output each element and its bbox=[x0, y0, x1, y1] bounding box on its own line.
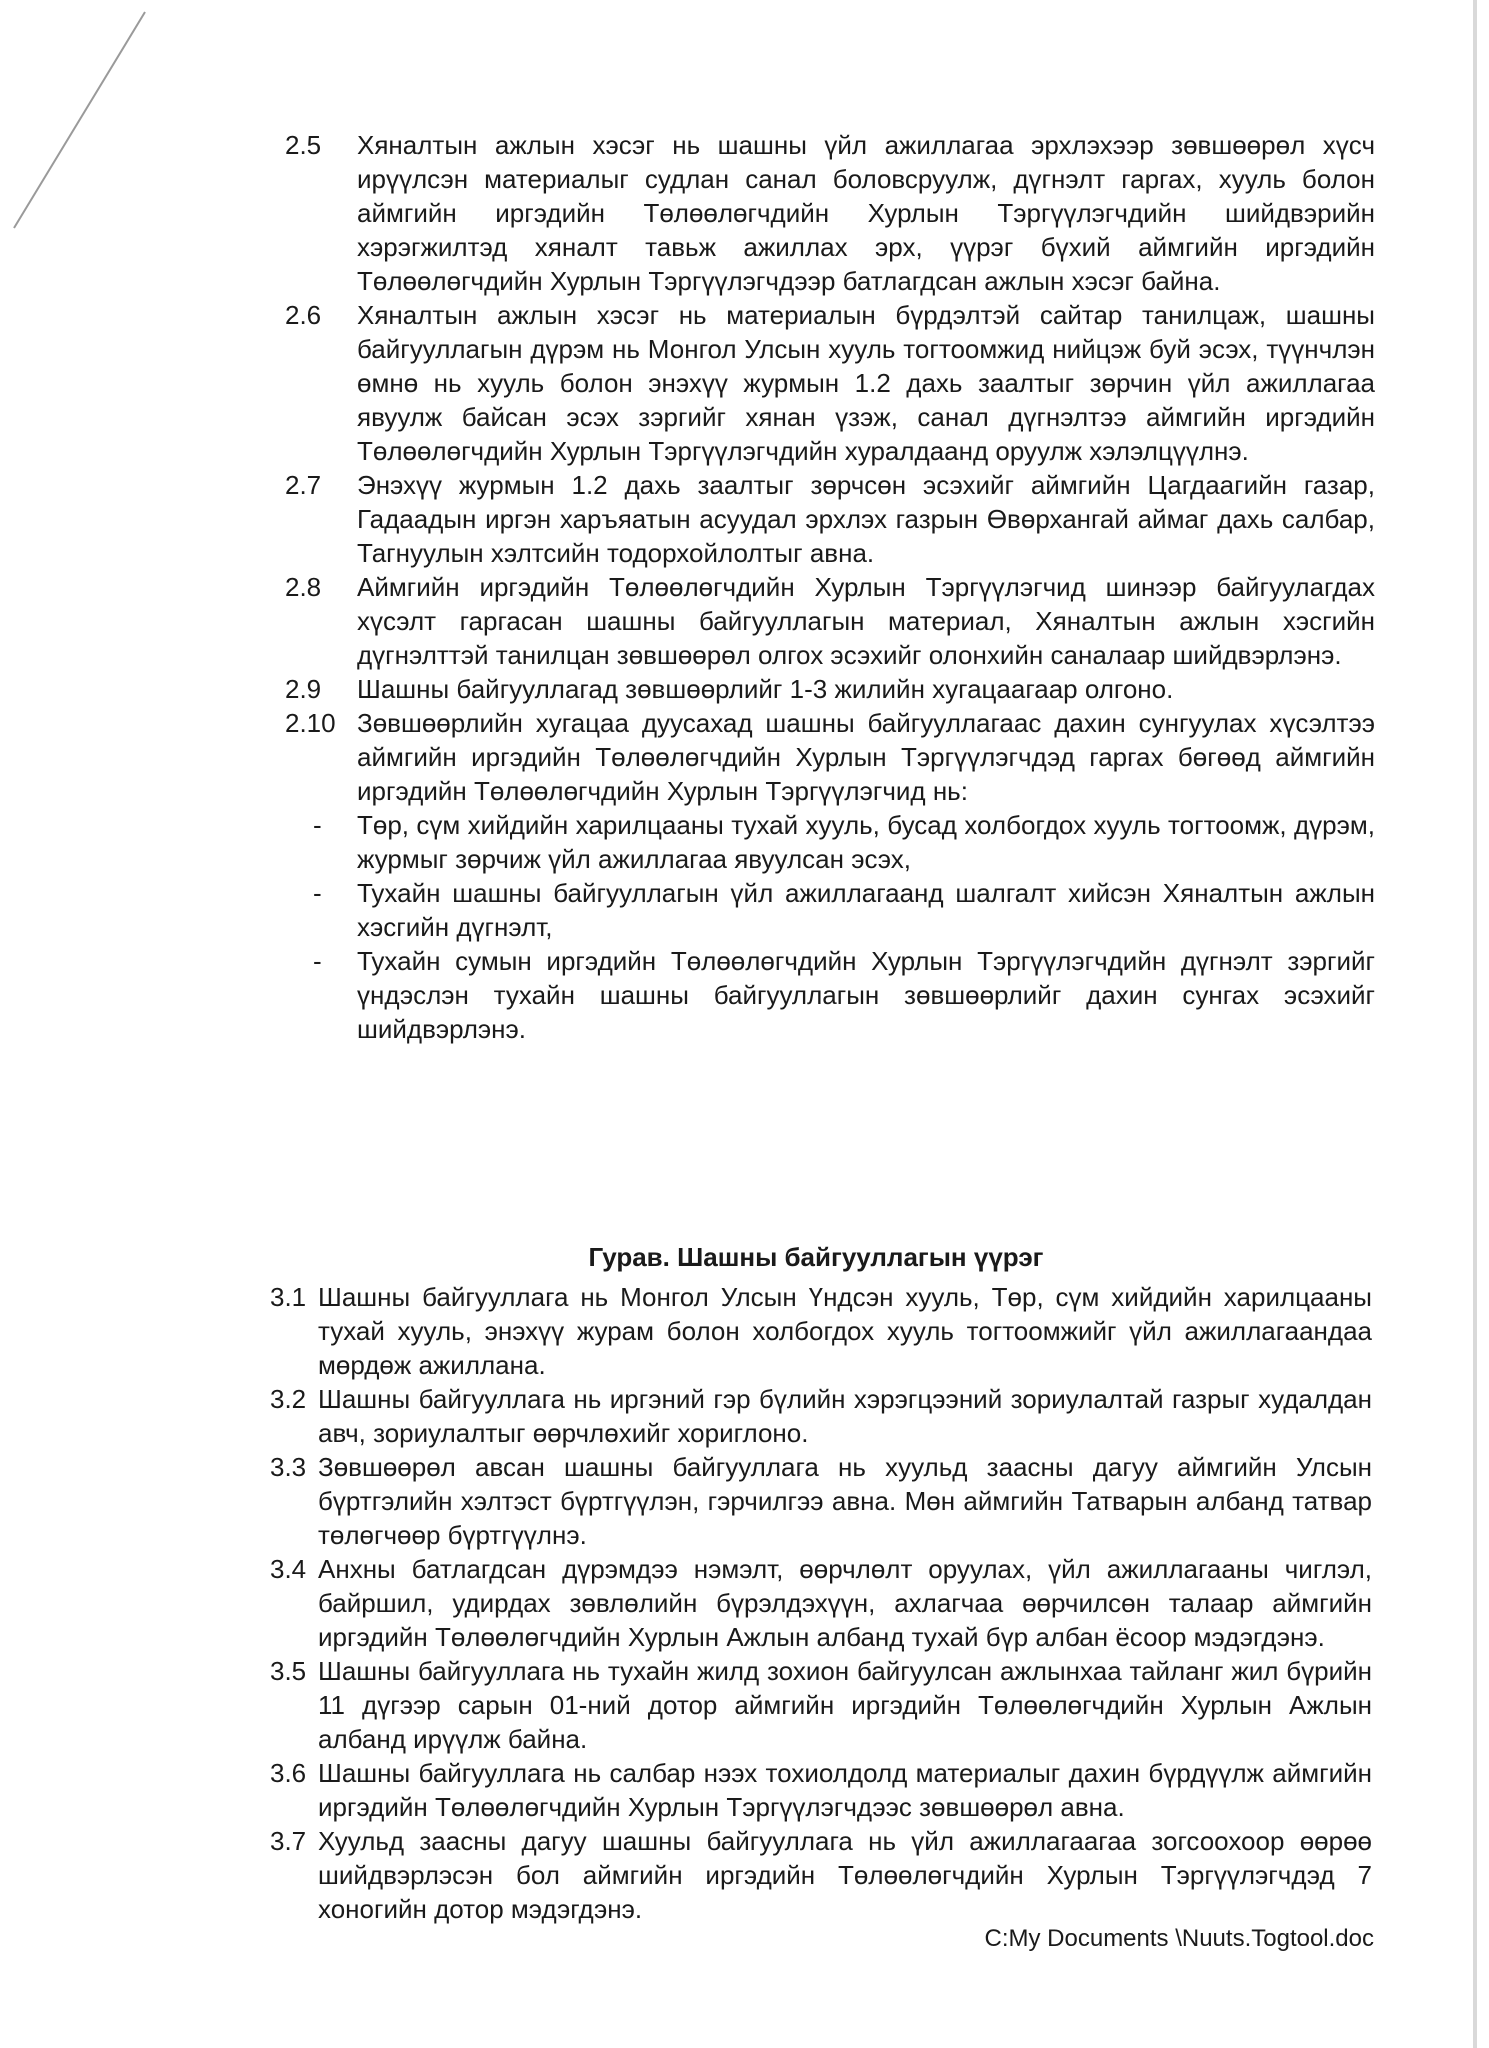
section-2 bbox=[285, 128, 1375, 1046]
bullet-dash: - bbox=[313, 810, 322, 840]
sub-item bbox=[285, 944, 1375, 1046]
clause-2-9 bbox=[285, 672, 1375, 706]
clause-2-6 bbox=[285, 298, 1375, 468]
clause-number: 3.2 bbox=[270, 1384, 307, 1414]
clause-3-1 bbox=[270, 1280, 1372, 1382]
section-heading: Гурав. Шашны байгууллагын үүрэг bbox=[588, 1242, 1044, 1272]
sub-item-text: Тухайн шашны байгууллагын үйл ажиллагаанд шалгалт хийсэн Хяналтын ажлын хэсгийн дүгнэлт, bbox=[357, 878, 1375, 942]
clause-number: 3.1 bbox=[270, 1282, 307, 1312]
clause-number: 2.6 bbox=[285, 300, 322, 330]
clause-number: 2.5 bbox=[285, 130, 322, 160]
clause-number: 2.7 bbox=[285, 470, 322, 500]
clause-number: 2.10 bbox=[285, 708, 336, 738]
clause-number: 3.5 bbox=[270, 1656, 307, 1686]
clause-3-3 bbox=[270, 1450, 1372, 1552]
clause-text: Шашны байгууллага нь Монгол Улсын Үндсэн хууль, Төр, сүм хийдийн харилцааны тухай хууль, энэхүү журам болон холбогдох хууль тогтоомжийг үйл ажиллагаандаа мөрдөж ажиллана. bbox=[318, 1282, 1372, 1380]
clause-text: Аймгийн иргэдийн Төлөөлөгчдийн Хурлын Тэргүүлэгчид шинээр байгуулагдах хүсэлт гаргасан шашны байгууллагын материал, Хяналтын ажлын хэсгийн дүгнэлттэй танилцан зөвшөөрөл олгох эсэхийг олонхийн саналаар шийдвэрлэнэ. bbox=[357, 572, 1375, 670]
clause-text: Хуульд заасны дагуу шашны байгууллага нь үйл ажиллагаагаа зогсоохоор өөрөө шийдвэрлэсэн бол аймгийн иргэдийн Төлөөлөгчдийн Хурлын Тэргүүлэгчдэд 7 хоногийн дотор мэдэгдэнэ. bbox=[318, 1826, 1372, 1924]
clause-text: Шашны байгууллага нь тухайн жилд зохион байгуулсан ажлынхаа тайланг жил бүрийн 11 дүгээр сарын 01-ний дотор аймгийн иргэдийн Төлөөлөгчдийн Хурлын Ажлын албанд ирүүлж байна. bbox=[318, 1656, 1372, 1754]
section-3 bbox=[270, 1210, 1372, 1926]
clause-2-5 bbox=[285, 128, 1375, 298]
clause-3-6 bbox=[270, 1756, 1372, 1824]
clause-number: 3.6 bbox=[270, 1758, 307, 1788]
clause-number: 3.7 bbox=[270, 1826, 307, 1856]
clause-number: 3.3 bbox=[270, 1452, 307, 1482]
clause-text: Зөвшөөрлийн хугацаа дуусахад шашны байгууллагаас дахин сунгуулах хүсэлтээ аймгийн иргэдийн Төлөөлөгчдийн Хурлын Тэргүүлэгчдэд гаргах бөгөөд аймгийн иргэдийн Төлөөлөгчдийн Хурлын Тэргүүлэгчид нь: bbox=[357, 708, 1375, 806]
scan-artifact-line bbox=[0, 0, 200, 260]
sub-item-text: Тухайн сумын иргэдийн Төлөөлөгчдийн Хурлын Тэргүүлэгчдийн дүгнэлт зэргийг үндэслэн тухайн шашны байгууллагын зөвшөөрлийг дахин сунгах эсэхийг шийдвэрлэнэ. bbox=[357, 946, 1375, 1044]
clause-3-4 bbox=[270, 1552, 1372, 1654]
clause-number: 3.4 bbox=[270, 1554, 307, 1584]
clause-3-5 bbox=[270, 1654, 1372, 1756]
clause-number: 2.8 bbox=[285, 572, 322, 602]
clause-2-7 bbox=[285, 468, 1375, 570]
clause-text: Шашны байгууллага нь салбар нээх тохиолдолд материалыг дахин бүрдүүлж аймгийн иргэдийн Төлөөлөгчдийн Хурлын Тэргүүлэгчдээс зөвшөөрөл авна. bbox=[318, 1758, 1372, 1822]
clause-text: Шашны байгууллагад зөвшөөрлийг 1-3 жилийн хугацаагаар олгоно. bbox=[357, 674, 1174, 704]
clause-text: Энэхүү журмын 1.2 дахь заалтыг зөрчсөн эсэхийг аймгийн Цагдаагийн газар, Гадаадын иргэн харъяатын асуудал эрхлэх газрын Өвөрхангай аймаг дахь салбар, Тагнуулын хэлтсийн тодорхойлолтыг авна. bbox=[357, 470, 1375, 568]
scan-edge bbox=[1473, 0, 1477, 2048]
clause-text: Анхны батлагдсан дүрэмдээ нэмэлт, өөрчлөлт оруулах, үйл ажиллагааны чиглэл, байршил, удирдах зөвлөлийн бүрэлдэхүүн, ахлагчаа өөрчилсөн талаар аймгийн иргэдийн Төлөөлөгчдийн Хурлын Ажлын албанд тухай бүр албан ёсоор мэдэгдэнэ. bbox=[318, 1554, 1372, 1652]
sub-item bbox=[285, 808, 1375, 876]
clause-3-2 bbox=[270, 1382, 1372, 1450]
clause-text: Хяналтын ажлын хэсэг нь шашны үйл ажиллагаа эрхлэхээр зөвшөөрөл хүсч ирүүлсэн материалыг судлан санал боловсруулж, дүгнэлт гаргах, хууль болон аймгийн иргэдийн Төлөөлөгчдийн Хурлын Тэргүүлэгчдийн шийдвэрийн хэрэгжилтэд хяналт тавьж ажиллах эрх, үүрэг бүхий аймгийн иргэдийн Төлөөлөгчдийн Хурлын Тэргүүлэгчдээр батлагдсан ажлын хэсэг байна. bbox=[357, 130, 1375, 296]
clause-text: Зөвшөөрөл авсан шашны байгууллага нь хуульд заасны дагуу аймгийн Улсын бүртгэлийн хэлтэст бүртгүүлэн, гэрчилгээ авна. Мөн аймгийн Татварын албанд татвар төлөгчөөр бүртгүүлнэ. bbox=[318, 1452, 1372, 1550]
clause-2-8 bbox=[285, 570, 1375, 672]
sub-item-text: Төр, сүм хийдийн харилцааны тухай хууль, бусад холбогдох хууль тогтоомж, дүрэм, журмыг зөрчиж үйл ажиллагаа явуулсан эсэх, bbox=[357, 810, 1375, 874]
file-path-footer: C:My Documents \Nuuts.Togtool.doc bbox=[984, 1925, 1374, 1952]
bullet-dash: - bbox=[313, 878, 322, 908]
clause-3-7 bbox=[270, 1824, 1372, 1926]
clause-text: Шашны байгууллага нь иргэний гэр бүлийн хэрэгцээний зориулалтай газрыг худалдан авч, зориулалтыг өөрчлөхийг хориглоно. bbox=[318, 1384, 1372, 1448]
clause-2-10 bbox=[285, 706, 1375, 808]
sub-item bbox=[285, 876, 1375, 944]
clause-number: 2.9 bbox=[285, 674, 322, 704]
bullet-dash: - bbox=[313, 946, 322, 976]
clause-text: Хяналтын ажлын хэсэг нь материалын бүрдэлтэй сайтар танилцаж, шашны байгууллагын дүрэм нь Монгол Улсын хууль тогтоомжид нийцэж буй эсэх, түүнчлэн өмнө нь хууль болон энэхүү журмын 1.2 дахь заалтыг зөрчин үйл ажиллагаа явуулж байсан эсэх зэргийг хянан үзэж, санал дүгнэлтээ аймгийн иргэдийн Төлөөлөгчдийн Хурлын Тэргүүлэгчдийн хуралдаанд оруулж хэлэлцүүлнэ. bbox=[357, 300, 1375, 466]
